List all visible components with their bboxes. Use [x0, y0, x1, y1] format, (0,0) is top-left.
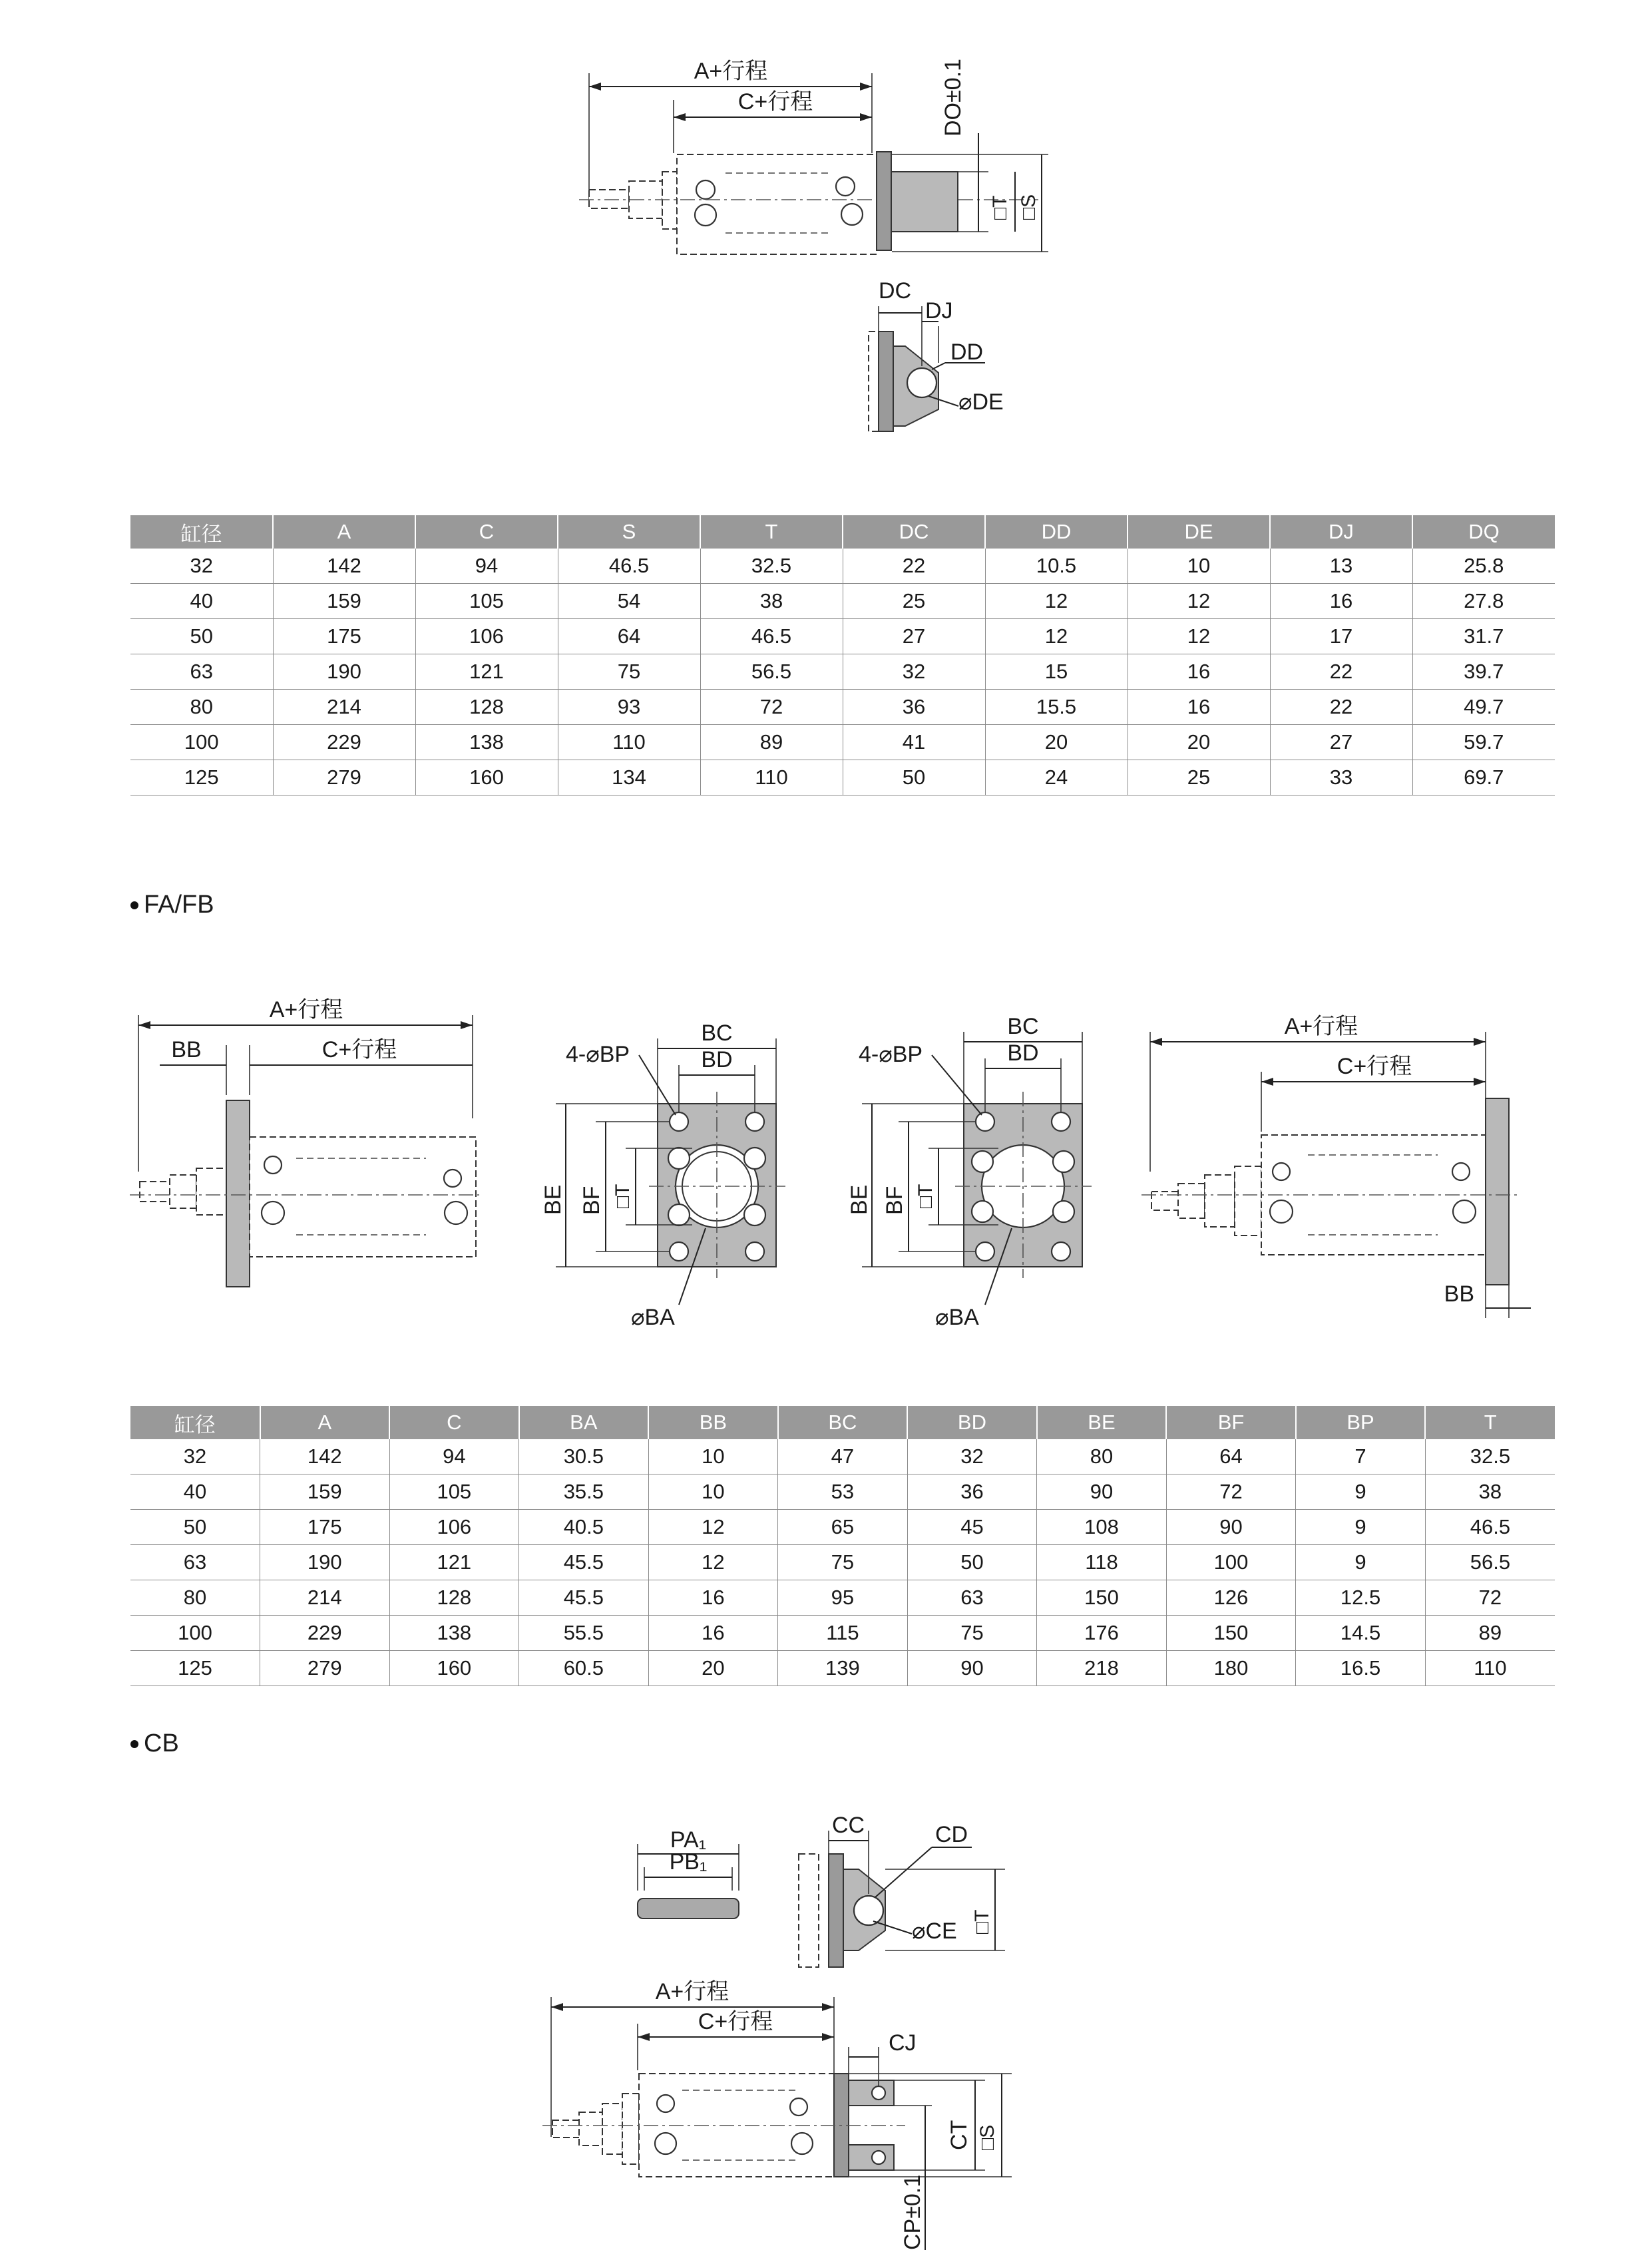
table-cell: 100	[130, 1616, 260, 1651]
table-cell: 229	[273, 725, 415, 760]
table-cell: 17	[1270, 619, 1412, 654]
table-cell: 63	[130, 654, 273, 690]
table-cell: 64	[558, 619, 700, 654]
table-cell: 75	[907, 1616, 1037, 1651]
table-cell: 10.5	[985, 549, 1128, 584]
table-cell: 22	[1270, 690, 1412, 725]
table-cell: 40.5	[519, 1510, 649, 1545]
cb-dim-pb1-label: PB₁	[669, 1849, 708, 1875]
table-cell: 10	[648, 1474, 778, 1510]
table-header: BP	[1296, 1406, 1426, 1439]
table-cell: 175	[260, 1510, 390, 1545]
table-row	[130, 1651, 1555, 1686]
table-cell: 90	[1037, 1474, 1167, 1510]
table-cell: 24	[985, 760, 1128, 795]
table-header: C	[415, 515, 558, 549]
table-row	[130, 725, 1555, 760]
table-cell: 15.5	[985, 690, 1128, 725]
table-cell: 100	[130, 725, 273, 760]
section-fa-fb-heading	[130, 891, 214, 919]
table-cell: 30.5	[519, 1439, 649, 1474]
table-cell: 90	[907, 1651, 1037, 1686]
dim-de-label: ⌀DE	[958, 389, 1004, 415]
fa-dim-c-label: C+行程	[321, 1037, 397, 1062]
table-cell: 39.7	[1412, 654, 1555, 690]
table-cell: 32	[907, 1439, 1037, 1474]
table-cell: 36	[843, 690, 985, 725]
table-cell: 12	[1128, 619, 1270, 654]
table-cell: 118	[1037, 1545, 1167, 1580]
spec-table-1	[130, 515, 1555, 795]
table-cell: 12	[1128, 584, 1270, 619]
fa2-dim-bf-label: BF	[882, 1186, 907, 1215]
table-cell: 13	[1270, 549, 1412, 584]
table-cell: 63	[907, 1580, 1037, 1616]
fa-dim-a-label: A+行程	[269, 997, 343, 1022]
table-cell: 121	[415, 654, 558, 690]
table-cell: 32	[843, 654, 985, 690]
table-cell: 138	[415, 725, 558, 760]
table-cell: 32	[130, 1439, 260, 1474]
table-row	[130, 1510, 1555, 1545]
table-header: 缸径	[130, 515, 273, 549]
flange-drawings	[0, 972, 1652, 1371]
table-cell: 12	[648, 1545, 778, 1580]
table-cell: 175	[273, 619, 415, 654]
table-cell: 64	[1166, 1439, 1296, 1474]
table-cell: 106	[415, 619, 558, 654]
table-cell: 10	[648, 1439, 778, 1474]
table-cell: 59.7	[1412, 725, 1555, 760]
table-cell: 27	[843, 619, 985, 654]
table-row	[130, 1580, 1555, 1616]
dim-s-label: □S	[1018, 194, 1040, 220]
table-row	[130, 690, 1555, 725]
table-cell: 16	[1270, 584, 1412, 619]
table-row	[130, 1616, 1555, 1651]
table-header: C	[389, 1406, 519, 1439]
table-cell: 110	[1425, 1651, 1555, 1686]
table-cell: 27	[1270, 725, 1412, 760]
table-cell: 50	[843, 760, 985, 795]
table-cell: 12	[985, 619, 1128, 654]
table-row	[130, 654, 1555, 690]
fa-dim-bb-label: BB	[171, 1037, 202, 1062]
table-cell: 41	[843, 725, 985, 760]
table-cell: 22	[1270, 654, 1412, 690]
table-row	[130, 549, 1555, 584]
table-cell: 55.5	[519, 1616, 649, 1651]
table-cell: 9	[1296, 1474, 1426, 1510]
table-cell: 31.7	[1412, 619, 1555, 654]
fa2-dim-bc-label: BC	[1007, 1014, 1039, 1039]
section-cb-title: CB	[144, 1729, 179, 1757]
table-cell: 40	[130, 584, 273, 619]
table-header-row	[130, 1406, 1555, 1439]
table-cell: 110	[558, 725, 700, 760]
table-cell: 22	[843, 549, 985, 584]
bullet-icon	[130, 901, 138, 909]
table-cell: 90	[1166, 1510, 1296, 1545]
table-cell: 10	[1128, 549, 1270, 584]
table-cell: 69.7	[1412, 760, 1555, 795]
cb-dim-pa1-label: PA₁	[670, 1827, 707, 1853]
table-header: BC	[778, 1406, 908, 1439]
table-cell: 108	[1037, 1510, 1167, 1545]
table-cell: 56.5	[700, 654, 843, 690]
table-cell: 106	[389, 1510, 519, 1545]
table-cell: 45.5	[519, 1545, 649, 1580]
table-row	[130, 1474, 1555, 1510]
spec-table-2	[130, 1406, 1555, 1686]
table-cell: 53	[778, 1474, 908, 1510]
fa1-dim-bd-label: BD	[701, 1047, 733, 1072]
table-header: S	[558, 515, 700, 549]
fb-dim-a-label: A+行程	[1284, 1014, 1358, 1039]
table-cell: 38	[700, 584, 843, 619]
table-cell: 32.5	[700, 549, 843, 584]
table-cell: 16	[1128, 690, 1270, 725]
spec-table-1-body	[130, 549, 1555, 795]
table-cell: 35.5	[519, 1474, 649, 1510]
table-cell: 9	[1296, 1510, 1426, 1545]
table-header: BF	[1166, 1406, 1296, 1439]
top-cylinder-drawing	[0, 0, 1652, 479]
dim-dj-label: DJ	[925, 298, 953, 324]
table-cell: 214	[260, 1580, 390, 1616]
table-cell: 50	[907, 1545, 1037, 1580]
table-header: DQ	[1412, 515, 1555, 549]
table-cell: 12.5	[1296, 1580, 1426, 1616]
table-row	[130, 1545, 1555, 1580]
table-cell: 72	[700, 690, 843, 725]
table-cell: 128	[415, 690, 558, 725]
table-cell: 100	[1166, 1545, 1296, 1580]
table-cell: 14.5	[1296, 1616, 1426, 1651]
table-cell: 214	[273, 690, 415, 725]
table-cell: 60.5	[519, 1651, 649, 1686]
table-cell: 12	[648, 1510, 778, 1545]
table-cell: 110	[700, 760, 843, 795]
table-cell: 159	[273, 584, 415, 619]
table-cell: 80	[130, 1580, 260, 1616]
table-cell: 47	[778, 1439, 908, 1474]
table-cell: 50	[130, 1510, 260, 1545]
fa2-dim-ba-label: ⌀BA	[935, 1305, 979, 1330]
fa2-dim-bd-label: BD	[1007, 1040, 1039, 1066]
table-cell: 94	[415, 549, 558, 584]
table-cell: 160	[415, 760, 558, 795]
table-cell: 7	[1296, 1439, 1426, 1474]
table-cell: 176	[1037, 1616, 1167, 1651]
cb-dim-ce-label: ⌀CE	[912, 1918, 957, 1944]
table-cell: 20	[1128, 725, 1270, 760]
table-header: DC	[843, 515, 985, 549]
table-cell: 49.7	[1412, 690, 1555, 725]
table-cell: 16	[648, 1580, 778, 1616]
table-cell: 25	[1128, 760, 1270, 795]
table-cell: 27.8	[1412, 584, 1555, 619]
fa1-dim-bf-label: BF	[579, 1186, 604, 1215]
table-header: A	[260, 1406, 390, 1439]
table-cell: 89	[1425, 1616, 1555, 1651]
table-cell: 20	[985, 725, 1128, 760]
table-cell: 105	[389, 1474, 519, 1510]
table-cell: 142	[260, 1439, 390, 1474]
fa1-dim-ba-label: ⌀BA	[631, 1305, 675, 1330]
table-cell: 45	[907, 1510, 1037, 1545]
table-cell: 95	[778, 1580, 908, 1616]
section-fa-fb-title: FA/FB	[144, 891, 214, 919]
table-cell: 16	[1128, 654, 1270, 690]
table-header: BB	[648, 1406, 778, 1439]
table-cell: 75	[558, 654, 700, 690]
table-cell: 93	[558, 690, 700, 725]
table-cell: 25.8	[1412, 549, 1555, 584]
table-cell: 9	[1296, 1545, 1426, 1580]
table-cell: 126	[1166, 1580, 1296, 1616]
table-cell: 32	[130, 549, 273, 584]
table-cell: 190	[260, 1545, 390, 1580]
dim-dd-label: DD	[950, 339, 984, 365]
table-cell: 160	[389, 1651, 519, 1686]
table-cell: 72	[1425, 1580, 1555, 1616]
dim-c-label: C+行程	[737, 89, 813, 114]
table-cell: 121	[389, 1545, 519, 1580]
table-cell: 94	[389, 1439, 519, 1474]
table-cell: 125	[130, 760, 273, 795]
table-cell: 134	[558, 760, 700, 795]
table-cell: 56.5	[1425, 1545, 1555, 1580]
table-cell: 115	[778, 1616, 908, 1651]
table-cell: 218	[1037, 1651, 1167, 1686]
table-cell: 40	[130, 1474, 260, 1510]
cb-dim-c-label: C+行程	[698, 2009, 773, 2034]
table-row	[130, 1439, 1555, 1474]
table-cell: 125	[130, 1651, 260, 1686]
fa1-dim-be-label: BE	[540, 1184, 566, 1215]
fa1-dim-bp-label: 4-⌀BP	[566, 1042, 630, 1067]
table-cell: 36	[907, 1474, 1037, 1510]
table-cell: 45.5	[519, 1580, 649, 1616]
cb-drawings	[0, 1791, 1652, 2256]
table-cell: 54	[558, 584, 700, 619]
table-cell: 38	[1425, 1474, 1555, 1510]
table-cell: 89	[700, 725, 843, 760]
table-header: T	[1425, 1406, 1555, 1439]
dim-t-label: □T	[989, 195, 1011, 220]
table-cell: 15	[985, 654, 1128, 690]
section-cb-heading	[130, 1729, 179, 1758]
table-cell: 75	[778, 1545, 908, 1580]
table-cell: 63	[130, 1545, 260, 1580]
cb-dim-cd-label: CD	[935, 1822, 968, 1847]
fa2-dim-be-label: BE	[847, 1184, 872, 1215]
table-cell: 46.5	[1425, 1510, 1555, 1545]
table-cell: 139	[778, 1651, 908, 1686]
table-cell: 138	[389, 1616, 519, 1651]
table-header: BD	[907, 1406, 1037, 1439]
table-cell: 16	[648, 1616, 778, 1651]
table-cell: 50	[130, 619, 273, 654]
table-cell: 65	[778, 1510, 908, 1545]
table-header: DE	[1128, 515, 1270, 549]
bullet-icon	[130, 1740, 138, 1748]
table-cell: 150	[1166, 1616, 1296, 1651]
cb-dim-ct-label: CT	[946, 2120, 972, 2150]
table-cell: 80	[130, 690, 273, 725]
fa2-dim-bp-label: 4-⌀BP	[859, 1042, 923, 1067]
table-cell: 190	[273, 654, 415, 690]
table-cell: 159	[260, 1474, 390, 1510]
fa1-dim-bc-label: BC	[701, 1020, 733, 1046]
table-cell: 142	[273, 549, 415, 584]
table-cell: 105	[415, 584, 558, 619]
table-cell: 25	[843, 584, 985, 619]
cb-dim-t-label: □T	[971, 1909, 993, 1934]
table-cell: 279	[273, 760, 415, 795]
table-cell: 128	[389, 1580, 519, 1616]
table-cell: 46.5	[700, 619, 843, 654]
table-cell: 180	[1166, 1651, 1296, 1686]
table-cell: 150	[1037, 1580, 1167, 1616]
table-cell: 20	[648, 1651, 778, 1686]
table-cell: 72	[1166, 1474, 1296, 1510]
table-header-row	[130, 515, 1555, 549]
table-row	[130, 760, 1555, 795]
table-header: BE	[1037, 1406, 1167, 1439]
cb-dim-cp-label: CP±0.1	[900, 2174, 925, 2250]
table-header: DJ	[1270, 515, 1412, 549]
table-cell: 279	[260, 1651, 390, 1686]
fb-dim-c-label: C+行程	[1337, 1054, 1412, 1079]
dim-do-label: DO±0.1	[940, 59, 966, 136]
fa1-dim-t-label: □T	[612, 1184, 634, 1208]
table-row	[130, 584, 1555, 619]
fa2-dim-t-label: □T	[915, 1184, 936, 1208]
cb-dim-cj-label: CJ	[889, 2030, 917, 2056]
dim-dc-label: DC	[879, 278, 912, 304]
table-header: A	[273, 515, 415, 549]
fb-dim-bb-label: BB	[1444, 1281, 1474, 1307]
cb-dim-s-label: □S	[976, 2124, 998, 2150]
table-cell: 80	[1037, 1439, 1167, 1474]
table-header: BA	[519, 1406, 649, 1439]
table-header: T	[700, 515, 843, 549]
spec-table-2-body	[130, 1439, 1555, 1686]
table-cell: 33	[1270, 760, 1412, 795]
table-header: DD	[985, 515, 1128, 549]
table-cell: 46.5	[558, 549, 700, 584]
table-header: 缸径	[130, 1406, 260, 1439]
table-cell: 32.5	[1425, 1439, 1555, 1474]
table-cell: 16.5	[1296, 1651, 1426, 1686]
table-row	[130, 619, 1555, 654]
table-cell: 12	[985, 584, 1128, 619]
table-cell: 229	[260, 1616, 390, 1651]
dim-a-label: A+行程	[694, 59, 768, 84]
cb-dim-cc-label: CC	[832, 1813, 865, 1838]
cb-dim-a-label: A+行程	[655, 1979, 729, 2004]
